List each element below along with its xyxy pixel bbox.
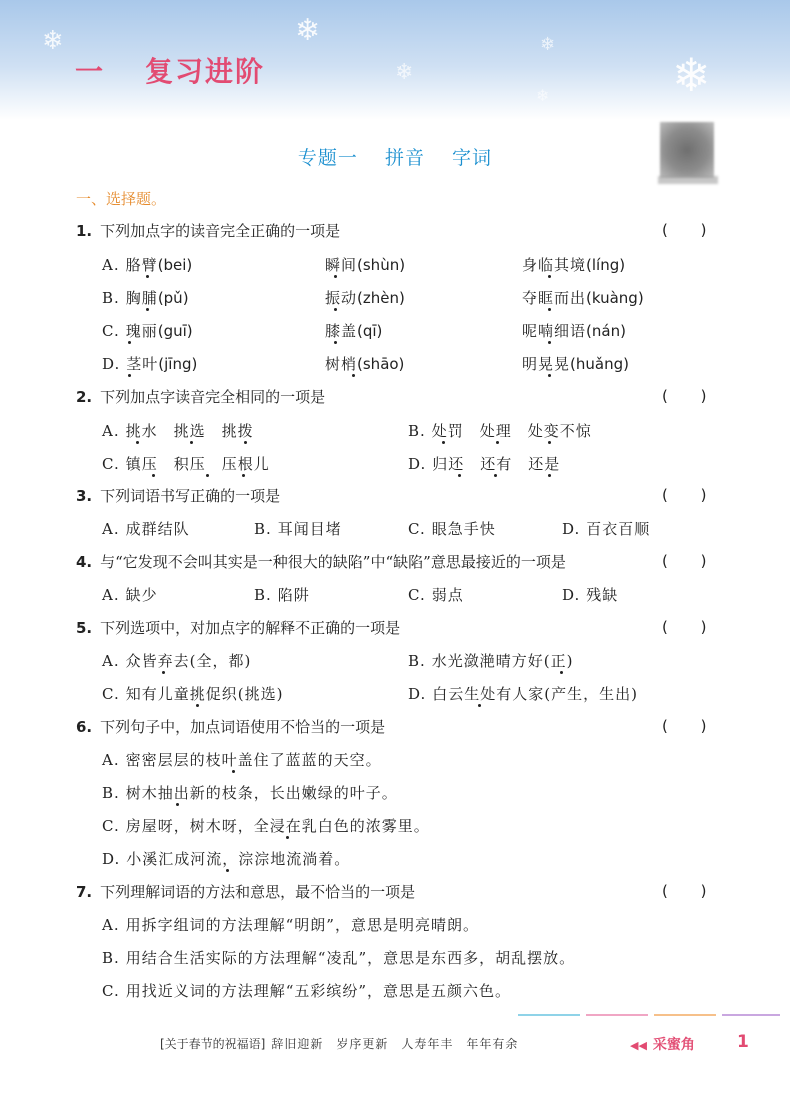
answer-blank[interactable]: ( ) (662, 552, 707, 570)
emphasis-dot (190, 441, 193, 444)
option[interactable]: D. 残缺 (562, 586, 619, 604)
option[interactable]: D. 茎叶(jīng) (102, 355, 198, 373)
footer-blessing (160, 1035, 518, 1052)
option[interactable]: C. 瑰丽(guī) (102, 322, 193, 340)
emphasis-dot (128, 341, 131, 344)
corner-label: 采蜜角 (652, 1037, 695, 1053)
option[interactable]: C. 用找近义词的方法理解“五彩缤纷”，意思是五颜六色。 (102, 982, 512, 1000)
option[interactable]: B. 耳闻目堵 (254, 520, 342, 538)
emphasis-dot (146, 275, 149, 278)
topic-title-part: 字词 (452, 147, 493, 169)
footer-corner (630, 1034, 695, 1054)
option[interactable]: C. 镇压 积压 压根儿 (102, 455, 270, 473)
option[interactable]: B. 树木抽出新的枝条，长出嫩绿的叶子。 (102, 784, 398, 802)
snowflake-icon: ❄ (395, 60, 414, 85)
option[interactable]: 身临其境(líng) (522, 256, 626, 274)
emphasis-dot (496, 441, 499, 444)
emphasis-dot (226, 869, 229, 872)
chapter-title: 复习进阶 (145, 55, 266, 88)
footer-divider (586, 1014, 648, 1016)
emphasis-dot (206, 474, 209, 477)
question-6: 6. 下列句子中，加点词语使用不恰当的一项是 (76, 718, 386, 736)
double-arrow-left-icon: ◀◀ (630, 1039, 647, 1052)
option[interactable]: D. 百衣百顺 (562, 520, 651, 538)
option[interactable]: 明晃晃(huǎng) (522, 355, 629, 373)
answer-blank[interactable]: ( ) (662, 221, 707, 239)
emphasis-dot (458, 474, 461, 477)
question-5: 5. 下列选项中，对加点字的解释不正确的一项是 (76, 619, 401, 637)
option[interactable]: C. 房屋呀，树木呀，全浸在乳白色的浓雾里。 (102, 817, 430, 835)
emphasis-dot (334, 341, 337, 344)
emphasis-dot (352, 374, 355, 377)
snowflake-icon: ❄ (295, 13, 321, 48)
option[interactable]: 瞬间(shùn) (325, 256, 406, 274)
answer-blank[interactable]: ( ) (662, 486, 707, 504)
question-2: 2. 下列加点字读音完全相同的一项是 (76, 388, 326, 406)
option[interactable]: A. 密密层层的枝叶盖住了蓝蓝的天空。 (102, 751, 382, 769)
footer-tag: [关于春节的祝福语] (160, 1037, 266, 1051)
option[interactable]: B. 用结合生活实际的方法理解“凌乱”，意思是东西多，胡乱摆放。 (102, 949, 576, 967)
snowflake-icon: ❄ (672, 48, 711, 102)
option[interactable]: B. 胸脯(pǔ) (102, 289, 189, 307)
emphasis-dot (286, 836, 289, 839)
answer-blank[interactable]: ( ) (662, 387, 707, 405)
option[interactable]: A. 用拆字组词的方法理解“明朗”，意思是明亮晴朗。 (102, 916, 479, 934)
footer-divider (518, 1014, 580, 1016)
section-heading: 一、选择题。 (76, 190, 167, 208)
option[interactable]: 膝盖(qī) (325, 322, 383, 340)
answer-blank[interactable]: ( ) (662, 717, 707, 735)
answer-blank[interactable]: ( ) (662, 882, 707, 900)
emphasis-dot (548, 275, 551, 278)
emphasis-dot (548, 308, 551, 311)
emphasis-dot (152, 474, 155, 477)
option[interactable]: A. 胳臂(bei) (102, 256, 193, 274)
answer-blank[interactable]: ( ) (662, 618, 707, 636)
option[interactable]: D. 归还 还有 还是 (408, 455, 561, 473)
snowflake-icon: ❄ (540, 34, 556, 55)
question-1 (76, 220, 340, 241)
question-text: 下列加点字的读音完全正确的一项是 (100, 222, 341, 240)
option[interactable]: A. 成群结队 (102, 520, 190, 538)
question-4: 4. 与“它发现不会叫其实是一种很大的缺陷”中“缺陷”意思最接近的一项是 (76, 553, 566, 571)
option[interactable]: D. 小溪汇成河流，淙淙地流淌着。 (102, 850, 351, 868)
qr-caption (658, 176, 718, 184)
topic-title-part: 拼音 (384, 147, 425, 169)
snowflake-icon: ❄ (536, 86, 550, 105)
option[interactable]: C. 知有儿童挑促织(挑选) (102, 685, 284, 703)
option[interactable]: B. 处罚 处理 处变不惊 (408, 422, 592, 440)
emphasis-dot (242, 474, 245, 477)
chapter-number: 一 (75, 55, 106, 88)
qr-code-image[interactable] (660, 122, 714, 178)
header-banner (0, 0, 790, 120)
emphasis-dot (146, 308, 149, 311)
option[interactable]: 树梢(shāo) (325, 355, 405, 373)
emphasis-dot (548, 374, 551, 377)
emphasis-dot (232, 770, 235, 773)
footer-divider (722, 1014, 780, 1016)
footer-divider (654, 1014, 716, 1016)
question-number: 1. (76, 222, 93, 240)
emphasis-dot (176, 803, 179, 806)
emphasis-dot (442, 441, 445, 444)
option[interactable]: 振动(zhèn) (325, 289, 405, 307)
topic-title-part: 专题一 (297, 147, 358, 169)
option[interactable]: A. 挑水 挑选 挑拨 (102, 422, 254, 440)
page-number: 1 (737, 1032, 749, 1052)
option[interactable]: 夺眶而出(kuàng) (522, 289, 644, 307)
emphasis-dot (548, 474, 551, 477)
emphasis-dot (334, 308, 337, 311)
emphasis-dot (548, 341, 551, 344)
option[interactable]: A. 缺少 (102, 586, 158, 604)
emphasis-dot (196, 704, 199, 707)
emphasis-dot (478, 704, 481, 707)
emphasis-dot (548, 441, 551, 444)
emphasis-dot (128, 374, 131, 377)
question-3: 3. 下列词语书写正确的一项是 (76, 487, 281, 505)
footer-text: 辞旧迎新 岁序更新 人寿年丰 年年有余 (271, 1037, 519, 1051)
emphasis-dot (136, 441, 139, 444)
emphasis-dot (560, 671, 563, 674)
emphasis-dot (162, 671, 165, 674)
question-7: 7. 下列理解词语的方法和意思，最不恰当的一项是 (76, 883, 416, 901)
emphasis-dot (244, 441, 247, 444)
option[interactable]: D. 白云生处有人家(产生，生出) (408, 685, 638, 703)
option[interactable]: A. 众皆弃去(全，都) (102, 652, 252, 670)
snowflake-icon: ❄ (42, 26, 64, 56)
option[interactable]: B. 水光潋滟晴方好(正) (408, 652, 574, 670)
emphasis-dot (334, 275, 337, 278)
chapter-heading (75, 50, 265, 90)
option[interactable]: C. 弱点 (408, 586, 464, 604)
option[interactable]: C. 眼急手快 (408, 520, 496, 538)
emphasis-dot (494, 474, 497, 477)
option[interactable]: 呢喃细语(nán) (522, 322, 626, 340)
option[interactable]: B. 陷阱 (254, 586, 310, 604)
